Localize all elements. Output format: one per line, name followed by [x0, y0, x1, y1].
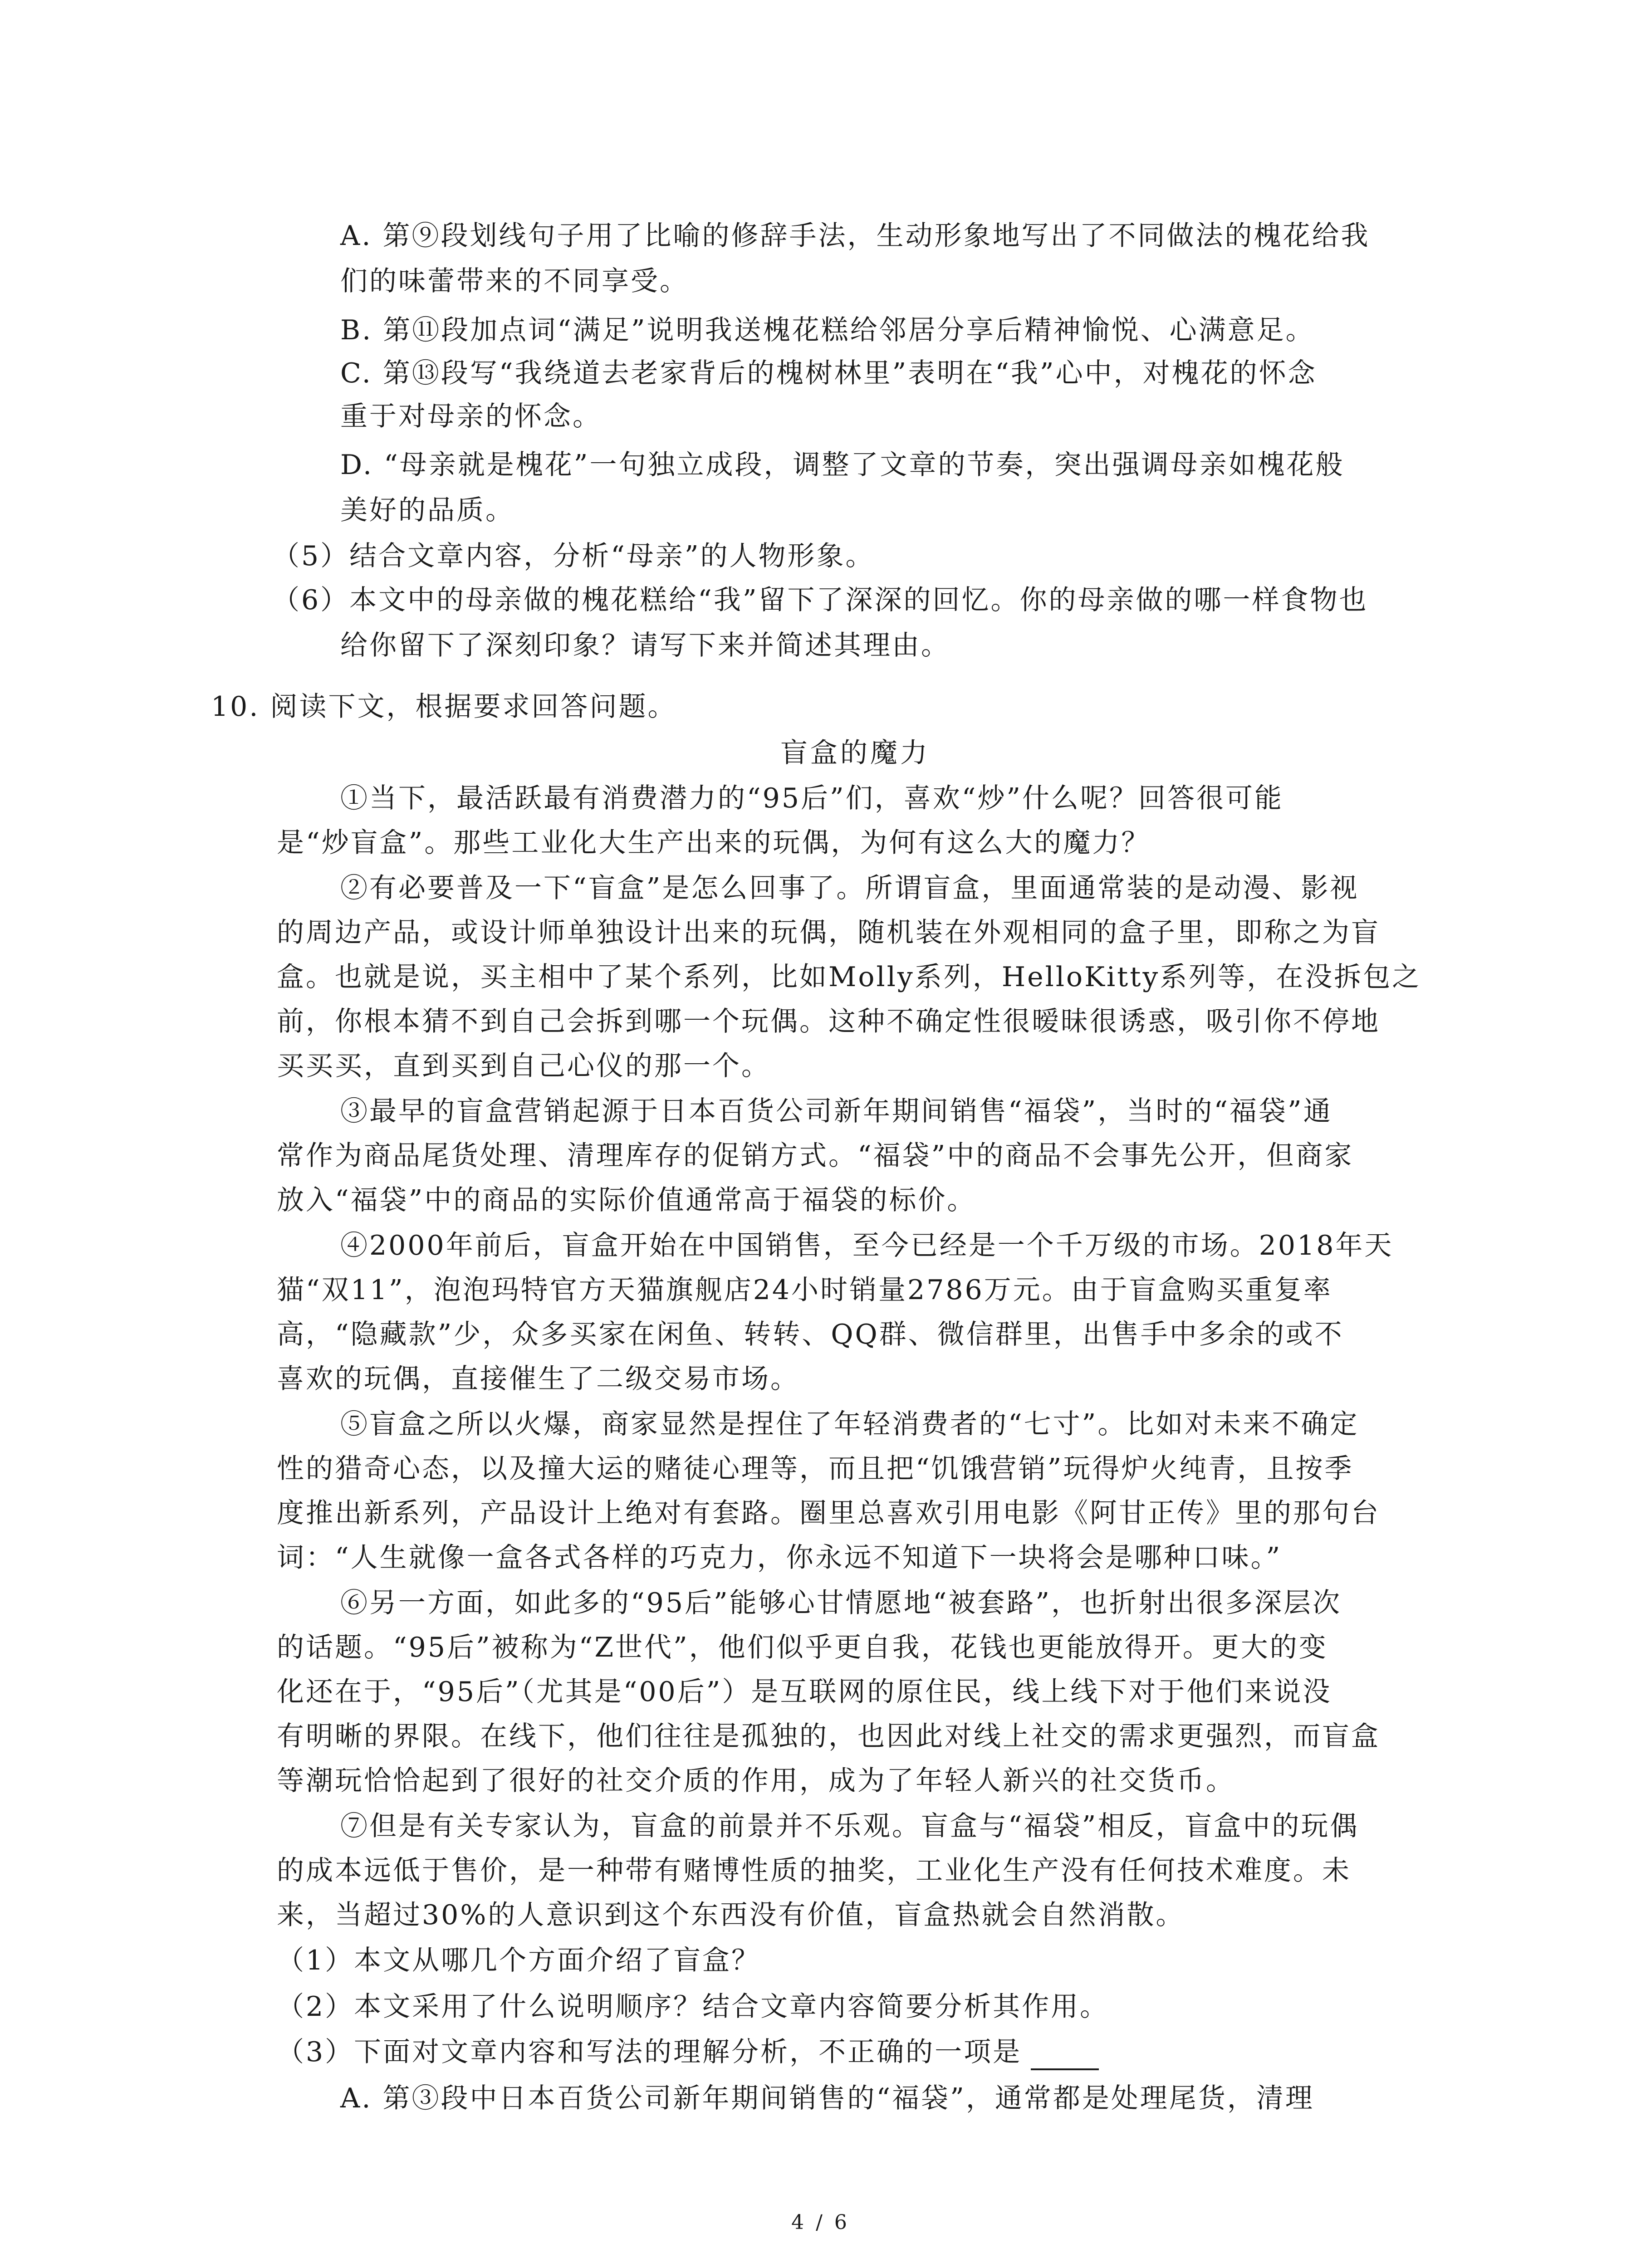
- article-p4-line3: 高，“隐藏款”少，众多买家在闲鱼、转转、QQ群、微信群里，出售手中多余的或不: [277, 1319, 1344, 1350]
- q9-option-d-line2: 美好的品质。: [340, 494, 514, 526]
- article-p6-line4: 有明晰的界限。在线下，他们往往是孤独的，也因此对线上社交的需求更强烈，而盲盒: [277, 1721, 1380, 1752]
- q9-sub-6-line2: 给你留下了深刻印象？请写下来并简述其理由。: [340, 630, 950, 661]
- article-p6-line3: 化还在于，“95后”（尤其是“00后”）是互联网的原住民，线上线下对于他们来说没: [277, 1676, 1332, 1708]
- article-title: 盲盒的魔力: [780, 737, 930, 769]
- article-p4-line2: 猫“双11”，泡泡玛特官方天猫旗舰店24小时销量2786万元。由于盲盒购买重复率: [277, 1274, 1332, 1306]
- article-p6-line5: 等潮玩恰恰起到了很好的社交介质的作用，成为了年轻人新兴的社交货币。: [277, 1765, 1235, 1797]
- page-number: 4 / 6: [791, 2211, 850, 2234]
- q10-sub-1: （1）本文从哪几个方面介绍了盲盒？: [277, 1945, 761, 1976]
- q9-sub-6-line1: （6）本文中的母亲做的槐花糕给“我”留下了深深的回忆。你的母亲做的哪一样食物也: [272, 584, 1368, 616]
- q10-sub-3: [277, 2034, 1099, 2070]
- q9-sub-5: （5）结合文章内容，分析“母亲”的人物形象。: [272, 540, 875, 572]
- article-p5-line4: 词：“人生就像一盒各式各样的巧克力，你永远不知道下一块将会是哪种口味。”: [277, 1542, 1282, 1574]
- article-p2-line1: ②有必要普及一下“盲盒”是怎么回事了。所谓盲盒，里面通常装的是动漫、影视: [340, 872, 1359, 904]
- answer-blank[interactable]: [1031, 2043, 1099, 2070]
- article-p7-line1: ⑦但是有关专家认为，盲盒的前景并不乐观。盲盒与“福袋”相反，盲盒中的玩偶: [340, 1810, 1359, 1842]
- article-p3-line1: ③最早的盲盒营销起源于日本百货公司新年期间销售“福袋”，当时的“福袋”通: [340, 1095, 1332, 1127]
- q9-option-c-line1: C. 第⑬段写“我绕道去老家背后的槐树林里”表明在“我”心中，对槐花的怀念: [340, 357, 1317, 389]
- article-p4-line4: 喜欢的玩偶，直接催生了二级交易市场。: [277, 1363, 799, 1395]
- q9-option-a-line2: 们的味蕾带来的不同享受。: [340, 265, 689, 297]
- article-p1-line1: ①当下，最活跃最有消费潜力的“95后”们，喜欢“炒”什么呢？回答很可能: [340, 782, 1284, 814]
- article-p1-line2: 是“炒盲盒”。那些工业化大生产出来的玩偶，为何有这么大的魔力？: [277, 827, 1151, 859]
- q9-option-c-line2: 重于对母亲的怀念。: [340, 401, 602, 432]
- q10-sub-3-option-a: A. 第③段中日本百货公司新年期间销售的“福袋”，通常都是处理尾货，清理: [340, 2082, 1314, 2114]
- article-p3-line3: 放入“福袋”中的商品的实际价值通常高于福袋的标价。: [277, 1184, 976, 1216]
- article-p7-line2: 的成本远低于售价，是一种带有赌博性质的抽奖，工业化生产没有任何技术难度。未: [277, 1855, 1351, 1887]
- article-p4-line1: ④2000年前后，盲盒开始在中国销售，至今已经是一个千万级的市场。2018年天: [340, 1230, 1394, 1261]
- article-p3-line2: 常作为商品尾货处理、清理库存的促销方式。“福袋”中的商品不会事先公开，但商家: [277, 1140, 1354, 1172]
- article-p7-line3: 来，当超过30%的人意识到这个东西没有价值，盲盒热就会自然消散。: [277, 1899, 1185, 1931]
- article-p5-line2: 性的猎奇心态，以及撞大运的赌徒心理等，而且把“饥饿营销”玩得炉火纯青，且按季: [277, 1453, 1354, 1485]
- q9-option-d-line1: D. “母亲就是槐花”一句独立成段，调整了文章的节奏，突出强调母亲如槐花般: [340, 449, 1345, 481]
- article-p2-line2: 的周边产品，或设计师单独设计出来的玩偶，随机装在外观相同的盒子里，即称之为盲: [277, 917, 1380, 948]
- article-p6-line1: ⑥另一方面，如此多的“95后”能够心甘情愿地“被套路”，也折射出很多深层次: [340, 1587, 1342, 1619]
- article-p5-line3: 度推出新系列，产品设计上绝对有套路。圈里总喜欢引用电影《阿甘正传》里的那句台: [277, 1497, 1380, 1529]
- article-p2-line5: 买买买，直到买到自己心仪的那一个。: [277, 1050, 770, 1082]
- q9-option-a-line1: A. 第⑨段划线句子用了比喻的修辞手法，生动形象地写出了不同做法的槐花给我: [340, 220, 1370, 252]
- q10-heading: 10. 阅读下文，根据要求回答问题。: [211, 691, 677, 723]
- article-p6-line2: 的话题。“95后”被称为“Z世代”，他们似乎更自我，花钱也更能放得开。更大的变: [277, 1632, 1328, 1663]
- article-p2-line3: 盒。也就是说，买主相中了某个系列，比如Molly系列，HelloKitty系列等，在没拆包之: [277, 961, 1421, 993]
- article-p2-line4: 前，你根本猜不到自己会拆到哪一个玩偶。这种不确定性很暧昧很诱惑，吸引你不停地: [277, 1006, 1380, 1037]
- q10-sub-2: （2）本文采用了什么说明顺序？结合文章内容简要分析其作用。: [277, 1991, 1109, 2023]
- article-p5-line1: ⑤盲盒之所以火爆，商家显然是捏住了年轻消费者的“七寸”。比如对未来不确定: [340, 1408, 1359, 1440]
- q9-option-b: B. 第⑪段加点词“满足”说明我送槐花糕给邻居分享后精神愉悦、心满意足。: [340, 314, 1315, 346]
- q10-sub-3-text: （3）下面对文章内容和写法的理解分析，不正确的一项是: [277, 2036, 1022, 2068]
